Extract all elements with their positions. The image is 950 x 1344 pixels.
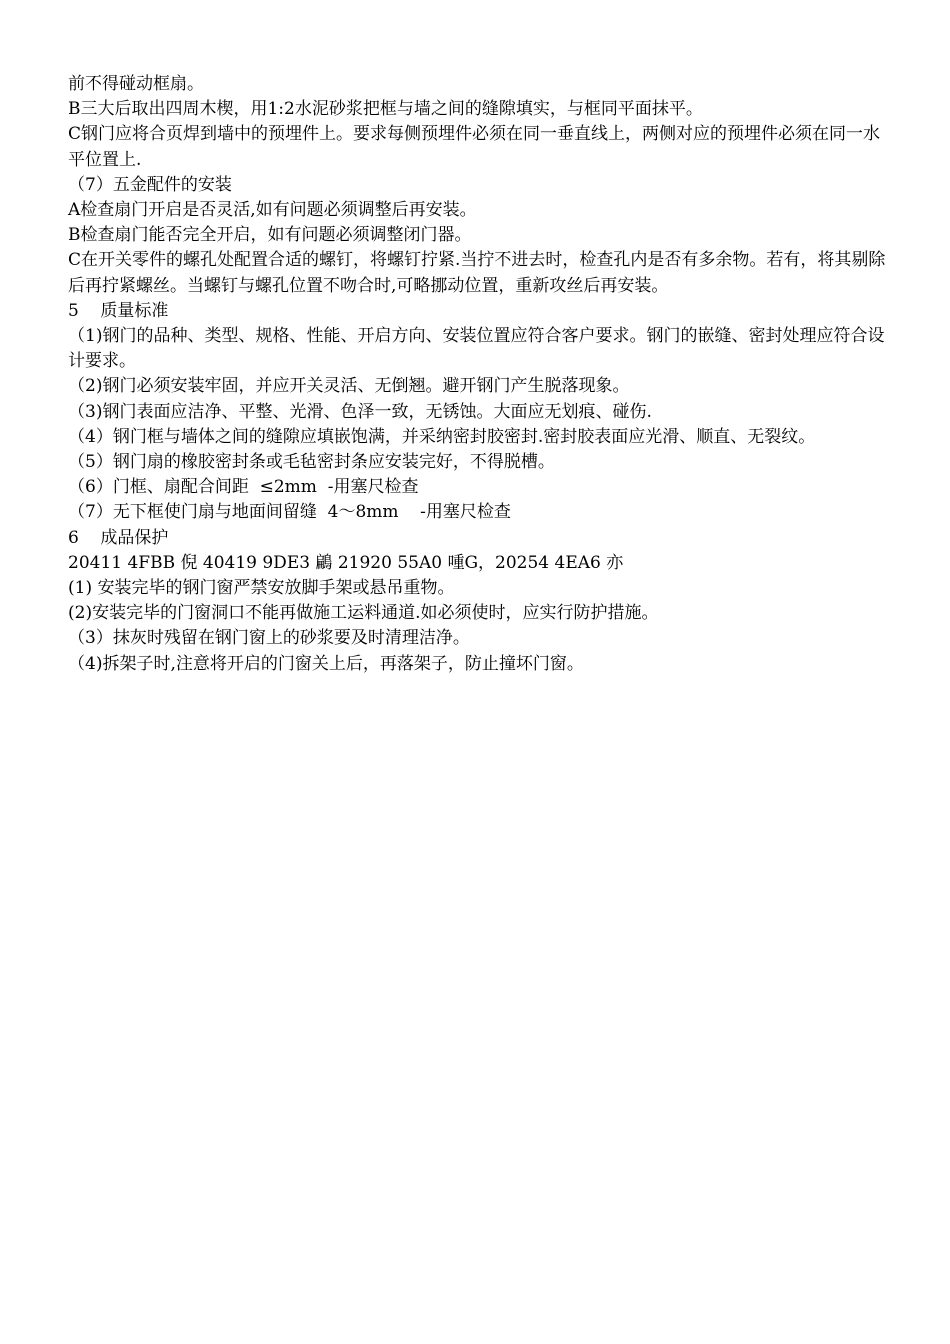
list-item: （7）无下框使门扇与地面间留缝 4～8mm -用塞尺检查 — [68, 502, 511, 523]
section-heading: 5 质量标准 — [68, 300, 169, 321]
list-item: （4)拆架子时,注意将开启的门窗关上后，再落架子，防止撞坏门窗。 — [68, 653, 584, 674]
list-item: (2)安装完毕的门窗洞口不能再做施工运料通道.如必须使时，应实行防护措施。 — [68, 603, 659, 624]
text-line: B检查扇门能否完全开启，如有问题必须调整闭门器。 — [68, 225, 472, 246]
list-item: （1)钢门的品种、类型、规格、性能、开启方向、安装位置应符合客户要求。钢门的嵌缝、密封处理应符合设计要求。 — [68, 326, 885, 372]
text-line: A检查扇门开启是否灵活,如有问题必须调整后再安装。 — [68, 200, 477, 221]
list-item: （5）钢门扇的橡胶密封条或毛毡密封条应安装完好，不得脱槽。 — [68, 452, 555, 473]
list-item: (1) 安装完毕的钢门窗严禁安放脚手架或悬吊重物。 — [68, 578, 455, 599]
list-item: （6）门框、扇配合间距 ≤2mm -用塞尺检查 — [68, 477, 419, 498]
section-heading: （7）五金配件的安装 — [68, 174, 232, 195]
section-heading: 6 成品保护 — [68, 527, 169, 548]
text-line: 20411 4FBB 倪 40419 9DE3 鶣 21920 55A0 喠G，20254 4EA6 亦 — [68, 552, 624, 573]
document-body — [68, 72, 890, 677]
text-line: 前不得碰动框扇。 — [68, 74, 204, 94]
list-item: （3)钢门表面应洁净、平整、光滑、色泽一致，无锈蚀。大面应无划痕、碰伤. — [68, 401, 652, 422]
text-line: C钢门应将合页焊到墙中的预埋件上。要求每侧预埋件必须在同一垂直线上，两侧对应的预埋件必须在同一水平位置上. — [68, 124, 881, 170]
text-line: B三大后取出四周木楔，用1:2水泥砂浆把框与墙之间的缝隙填实，与框同平面抹平。 — [68, 99, 703, 120]
list-item: （3）抹灰时残留在钢门窗上的砂浆要及时清理洁净。 — [68, 628, 470, 649]
text-line: C在开关零件的螺孔处配置合适的螺钉，将螺钉拧紧.当拧不进去时，检查孔内是否有多余物。若有，将其剔除后再拧紧螺丝。当螺钉与螺孔位置不吻合时,可略挪动位置，重新攻丝后再安装。 — [68, 250, 886, 296]
list-item: （4）钢门框与墙体之间的缝隙应填嵌饱满，并采纳密封胶密封.密封胶表面应光滑、顺直、无裂纹。 — [68, 426, 816, 447]
list-item: （2)钢门必须安装牢固，并应开关灵活、无倒翘。避开钢门产生脱落现象。 — [68, 376, 630, 397]
